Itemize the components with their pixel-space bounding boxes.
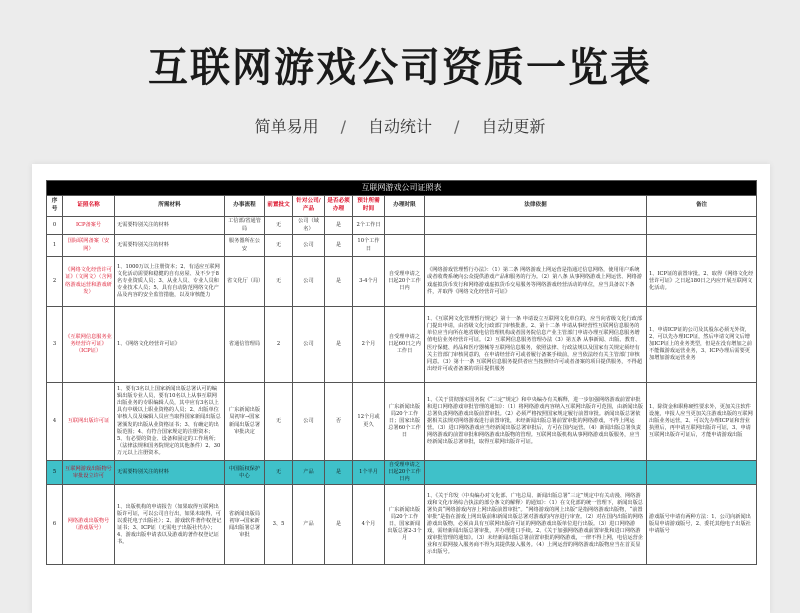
cell-limit — [385, 235, 425, 257]
cell-materials: 无需要特别关注的材料 — [115, 217, 225, 235]
cell-required: 是 — [325, 235, 353, 257]
column-header: 针对公司/产品 — [293, 196, 325, 217]
cell-law — [425, 217, 647, 235]
cell-note: 1、ICP证的前置审批。2、取得《网络文化经营许可证》之日起180日之内应开展互联网文化活动。 — [647, 257, 757, 307]
cell-time: 2个工作日 — [353, 217, 385, 235]
cell-limit — [385, 217, 425, 235]
cell-no: 3 — [47, 307, 63, 383]
cell-approval: 无 — [265, 461, 293, 485]
cell-time: 4个月 — [353, 485, 385, 565]
column-header: 所需材料 — [115, 196, 225, 217]
cell-law: 1、《互联网文化管理暂行规定》第十一条 申请设立互联网文化单位的，应当向省级文化行政部门提出申请，由省级文化行政部门审核批准。2、第十二条 申请从事经营性互联网信息服务的单位应当向所在地省级电信管理机构或者国务院信息产业主管部门申请办理互联网信息服务增值电信业务经营许可证。（2）互联网信息服务管理办法（3）第五条 从事新闻、出版、教育、医疗保健、药品和医疗器械等互联网信息服务，依照法律、行政法规以及国家有关规定须经有关主管部门审核同意的，在申请经营许可或者履行备案手续前，应当依法经有关主管部门审核同意。（3）第十一条 互联网信息服务提供者应当按照经许可或者备案的项目提供服务，不得超出经许可或者备案的项目提供服务 — [425, 307, 647, 383]
cell-materials: 1、出版机构的申请报告（如果取得互联网出版许可证，可以公司自行出，如果未取得，可以委托电子出版社）；2、游戏软件著作权登记证书；3、ICP证（无需电子出版社代办）；4、游戏出版申请表以及游戏的著作权登记证书。 — [115, 485, 225, 565]
cell-required: 是 — [325, 485, 353, 565]
cell-limit: 自受理申请之日起60日之内工作日 — [385, 307, 425, 383]
cell-process: 广东新闻出版局初审→国家新闻出版总署审批决定 — [225, 383, 265, 461]
cell-law — [425, 461, 647, 485]
cell-name: 互联网出版许可证 — [63, 383, 115, 461]
subtitle-separator: / — [454, 117, 460, 136]
cell-approval: 3、5 — [265, 485, 293, 565]
cell-note — [647, 217, 757, 235]
column-header: 办理时限 — [385, 196, 425, 217]
cell-name: 国际联网备案（安网） — [63, 235, 115, 257]
cell-note — [647, 235, 757, 257]
cell-note: 1、申请ICP证的公司及其股东必须无外资，2、可以先办理ICP证，然后申请文网文后增加ICP证上的业务类型，但是在没有增加之前不能做游戏运营业务，3、ICP办理后需要更加增加游戏运营业务 — [647, 307, 757, 383]
cell-process: 省通信管理局 — [225, 307, 265, 383]
table-row — [47, 217, 757, 235]
cell-materials: 无需要特别关注的材料 — [115, 235, 225, 257]
subtitle-item: 自动更新 — [481, 117, 546, 136]
cell-materials: 无需要特别关注的材料 — [115, 461, 225, 485]
cell-name: 《互联网信息服务业务经营许可证》（ICP证） — [63, 307, 115, 383]
cell-target: 公司 — [293, 307, 325, 383]
cell-approval: 无 — [265, 235, 293, 257]
cell-law: 1、《关于印发〈中央编办对文化部、广电总局、新闻出版总署“三定”规定中有关动漫、网络游戏和文化市场综合执法的部分条文的解释〉的通知》：（1）在文化部的统一管理下，新闻出版总署负责“网络游戏内容上网出版前置审批”。“网络游戏的网上出版”是指网络游戏出版物，“前置审批”是指在游戏上网出版前和新闻出版总署对游戏的内容进行审查。（2）对在国内出版的网络游戏出版物，必须由具有互联网出版许可证的网络游戏出版单位进行出版。（3）进口网络游戏，需经新闻出版总署审批，并办理进口手续。2、《关于加强网络游戏前置审批和进口网络游戏审批管理的通知》。（3）未经新闻出版总署前置审批的网络游戏，一律不得上网，电信运营企业和互联网接入服务商不得为其提供接入服务。（4）上网运营的网络游戏出版物应当在首页显示出版号。 — [425, 485, 647, 565]
cell-materials: 1、《网络文化经营许可证》 — [115, 307, 225, 383]
cell-process: 服务器所在公安 — [225, 235, 265, 257]
cell-time: 2个月 — [353, 307, 385, 383]
subtitle-item: 简单易用 — [254, 117, 319, 136]
cell-name: 《网络文化经营许可证》（文网文）（含网络游戏运营和游戏研发） — [63, 257, 115, 307]
table-row — [47, 307, 757, 383]
column-header: 证照名称 — [63, 196, 115, 217]
subtitle-separator: / — [340, 117, 346, 136]
cell-limit: 广东新闻出版局20个工作日；国家出版总署60个工作日 — [385, 383, 425, 461]
cell-approval: 无 — [265, 257, 293, 307]
cell-law — [425, 235, 647, 257]
cell-time: 3-4个月 — [353, 257, 385, 307]
cell-target: 公司 — [293, 257, 325, 307]
column-header: 备注 — [647, 196, 757, 217]
cell-process: 中国版权保护中心 — [225, 461, 265, 485]
license-table — [46, 180, 757, 565]
cell-note — [647, 461, 757, 485]
cell-required: 是 — [325, 461, 353, 485]
cell-required: 是 — [325, 257, 353, 307]
cell-process: 省新闻出版局初审→国家新闻出版署总署审批 — [225, 485, 265, 565]
cell-no: 1 — [47, 235, 63, 257]
subtitle-item: 自动统计 — [367, 117, 432, 136]
page-title: 互联网游戏公司资质一览表 — [148, 45, 652, 91]
table-row — [47, 257, 757, 307]
cell-required: 是 — [325, 307, 353, 383]
column-header: 是否必须办理 — [325, 196, 353, 217]
cell-target: 产品 — [293, 461, 325, 485]
table-row — [47, 461, 757, 485]
cell-no: 0 — [47, 217, 63, 235]
column-header: 预计所需时间 — [353, 196, 385, 217]
cell-law: 《网络游戏管理暂行办法》：（1）第二条 网络游戏上网运营是指通过信息网络，使用用户系统或者收费系统向公众提供游戏产品和服务的行为。（2）第八条 从事网络游戏上网运营、网络游戏虚拟货币发行和网络游戏虚拟货币交易服务等网络游戏经营活动的单位，应当具备以下条件，并取得《网络文化经营许可证》 — [425, 257, 647, 307]
table-row — [47, 383, 757, 461]
page-subtitle — [0, 114, 800, 137]
table-row — [47, 485, 757, 565]
cell-materials: 1、1000万以上注册资本；2、有适应互联网文化活动需要和稳健的自有房屋、及不少于8名专业资质人员；3、从业人员、专业人员和专业技术人员；5、具有自动防范网络文化产品及内容的安全监管措施，以及审核能力 — [115, 257, 225, 307]
column-header: 办事流程 — [225, 196, 265, 217]
cell-no: 5 — [47, 461, 63, 485]
cell-materials: 1、要有3名以上国家新闻出版总署认可的编辑出版专业人员，要有10名以上从事互联网出版业务的专职编辑人员，其中应有3名以上具有中级以上职业资格的人员；2、出版单位审核人员及编辑人员应当取得国家新闻出版总署颁发的出版从业资格证书；3、有确定的出版范围；4、有符合国家规定的注册资本；5、有必要的资金、设备和固定的工作场所；（法律法规和国务院规定的其他条件）2、30万元以上注册资本。 — [115, 383, 225, 461]
cell-required: 否 — [325, 383, 353, 461]
cell-required: 是 — [325, 217, 353, 235]
cell-time: 10个工作日 — [353, 235, 385, 257]
spreadsheet-preview — [32, 164, 770, 613]
cell-process: 工信部/省通管局 — [225, 217, 265, 235]
cell-no: 2 — [47, 257, 63, 307]
cell-time: 1个半月 — [353, 461, 385, 485]
cell-no: 4 — [47, 383, 63, 461]
column-header: 法律依据 — [425, 196, 647, 217]
cell-approval: 无 — [265, 217, 293, 235]
cell-target: 产品 — [293, 485, 325, 565]
cell-target: 公司 — [293, 235, 325, 257]
cell-note: 1、除资金和职称硬性要求外，更加关注软件设施，申报人应当更加关注游戏出版的互联网出版业务运营，2、可以先办理ICP证和营业执照后，再申请互联网出版许可证，3、申请互联网出版许可证后，才能申请游戏出版 — [647, 383, 757, 461]
cell-no: 6 — [47, 485, 63, 565]
cell-approval: 2 — [265, 307, 293, 383]
cell-law: 1、《关于贯彻落实国务院《“三定”规定》和中央编办有关解释，进一步加强网络游戏前置审批和进口网络游戏审批管理的通知》：（1）将网络游戏内容纳入互联网出版许可范围，由新闻出版总署负责网络游戏出版前置审批。（2）必须严格按照国家规定履行前置审批。新闻出版总署依据相关法规对网络游戏进行前置审批，未经新闻出版总署前置审批的网络游戏，不得上网运营。（3）进口网络游戏应当经新闻出版总署审批后，方可在国内运营。（4）新闻出版总署负责网络游戏的前置审批和网络游戏出版物的管理。互联网出版机构从事网络游戏出版服务，应当经新闻出版总署审批，取得互联网出版许可证。 — [425, 383, 647, 461]
sheet-title: 互联网游戏公司证照表 — [47, 181, 757, 196]
cell-name: 互联网游戏出版物号审批设立许可 — [63, 461, 115, 485]
cell-limit: 自受理申请之日起20个工作日内 — [385, 461, 425, 485]
column-header: 序号 — [47, 196, 63, 217]
cell-time: 12个月或更久 — [353, 383, 385, 461]
column-header: 前置批文 — [265, 196, 293, 217]
cell-limit: 广东新闻出版局20个工作日，国家新闻出版总署2-3个月 — [385, 485, 425, 565]
cell-process: 省文化厅（局） — [225, 257, 265, 307]
cell-name: 网络游戏出版物号（游戏版号） — [63, 485, 115, 565]
cell-name: ICP备案号 — [63, 217, 115, 235]
cell-target: 公司 — [293, 383, 325, 461]
cell-limit: 自受理申请之日起20个工作日内 — [385, 257, 425, 307]
cell-target: 公司（域名） — [293, 217, 325, 235]
cell-approval: 无 — [265, 383, 293, 461]
cell-note: 游戏版号申请有两种方法：1、公司向新闻出版局申请游戏版号，2、委托其他电子出版社申请版号 — [647, 485, 757, 565]
table-row — [47, 235, 757, 257]
